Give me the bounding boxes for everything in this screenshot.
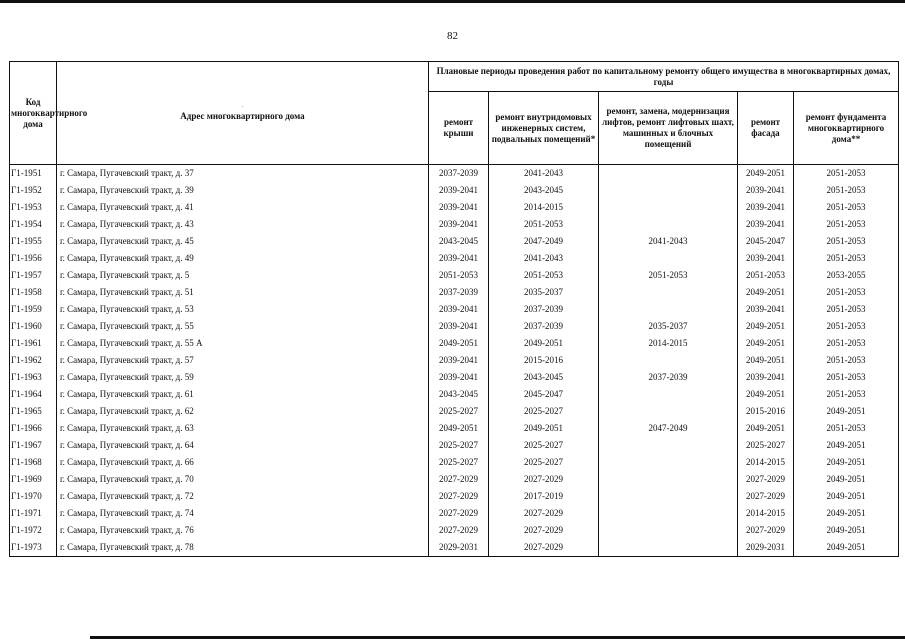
table-row [10,250,899,267]
table-row [10,403,899,420]
cell-systems: 2045-2047 [489,386,599,403]
cell-systems: 2043-2045 [489,182,599,199]
table-row [10,182,899,199]
cell-facade: 2045-2047 [738,233,794,250]
cell-facade: 2015-2016 [738,403,794,420]
cell-elevators: 2041-2043 [599,233,738,250]
cell-facade: 2029-2031 [738,539,794,557]
cell-elevators: 2037-2039 [599,369,738,386]
cell-code: Г1-1953 [10,199,57,216]
cell-foundation: 2051-2053 [794,335,899,352]
cell-elevators [599,454,738,471]
cell-foundation: 2049-2051 [794,437,899,454]
header-facade: ремонт фасада [738,92,794,165]
cell-facade: 2051-2053 [738,267,794,284]
cell-foundation: 2051-2053 [794,386,899,403]
cell-facade: 2027-2029 [738,522,794,539]
cell-systems: 2049-2051 [489,335,599,352]
table-row [10,454,899,471]
cell-elevators [599,301,738,318]
cell-foundation: 2049-2051 [794,539,899,557]
cell-elevators [599,522,738,539]
cell-address: г. Самара, Пугачевский тракт, д. 43 [57,216,429,233]
cell-foundation: 2049-2051 [794,522,899,539]
table-body [10,165,899,557]
cell-foundation: 2051-2053 [794,165,899,183]
cell-roof: 2039-2041 [429,250,489,267]
cell-systems: 2025-2027 [489,403,599,420]
cell-roof: 2043-2045 [429,233,489,250]
cell-elevators: 2047-2049 [599,420,738,437]
cell-elevators [599,403,738,420]
cell-roof: 2039-2041 [429,199,489,216]
cell-systems: 2027-2029 [489,539,599,557]
cell-address: г. Самара, Пугачевский тракт, д. 76 [57,522,429,539]
cell-address: г. Самара, Пугачевский тракт, д. 63 [57,420,429,437]
cell-elevators [599,488,738,505]
cell-code: Г1-1972 [10,522,57,539]
header-elevators: ремонт, замена, модернизация лифтов, ремонт лифтовых шахт, машинных и блочных помещений [599,92,738,165]
table-row [10,284,899,301]
cell-address: г. Самара, Пугачевский тракт, д. 74 [57,505,429,522]
cell-facade: 2049-2051 [738,318,794,335]
cell-facade: 2049-2051 [738,386,794,403]
cell-systems: 2041-2043 [489,165,599,183]
cell-systems: 2025-2027 [489,454,599,471]
cell-address: г. Самара, Пугачевский тракт, д. 66 [57,454,429,471]
table-row [10,267,899,284]
cell-facade: 2049-2051 [738,165,794,183]
table-row [10,437,899,454]
cell-foundation: 2049-2051 [794,403,899,420]
header-address-mark: · [241,103,244,111]
cell-elevators [599,199,738,216]
table-row [10,505,899,522]
cell-elevators [599,352,738,369]
table-row [10,539,899,557]
cell-systems: 2051-2053 [489,216,599,233]
cell-code: Г1-1959 [10,301,57,318]
header-systems: ремонт внутридомовых инженерных систем, подвальных помещений* [489,92,599,165]
cell-code: Г1-1952 [10,182,57,199]
header-code: Код многоквартирного дома [10,62,57,165]
cell-systems: 2027-2029 [489,505,599,522]
cell-code: Г1-1966 [10,420,57,437]
cell-facade: 2049-2051 [738,335,794,352]
cell-elevators [599,539,738,557]
cell-systems: 2049-2051 [489,420,599,437]
cell-facade: 2014-2015 [738,454,794,471]
cell-roof: 2039-2041 [429,369,489,386]
cell-roof: 2037-2039 [429,284,489,301]
header-foundation: ремонт фундамента многоквартирного дома** [794,92,899,165]
cell-address: г. Самара, Пугачевский тракт, д. 51 [57,284,429,301]
header-roof: ремонт крыши [429,92,489,165]
cell-systems: 2037-2039 [489,301,599,318]
cell-systems: 2047-2049 [489,233,599,250]
cell-code: Г1-1969 [10,471,57,488]
cell-facade: 2049-2051 [738,420,794,437]
cell-systems: 2037-2039 [489,318,599,335]
cell-address: г. Самара, Пугачевский тракт, д. 37 [57,165,429,183]
cell-systems: 2027-2029 [489,522,599,539]
cell-facade: 2039-2041 [738,369,794,386]
table-row [10,233,899,250]
cell-systems: 2041-2043 [489,250,599,267]
cell-foundation: 2051-2053 [794,250,899,267]
top-rule [0,0,905,3]
cell-code: Г1-1968 [10,454,57,471]
cell-address: г. Самара, Пугачевский тракт, д. 49 [57,250,429,267]
cell-roof: 2039-2041 [429,352,489,369]
cell-roof: 2029-2031 [429,539,489,557]
cell-address: г. Самара, Пугачевский тракт, д. 41 [57,199,429,216]
cell-code: Г1-1963 [10,369,57,386]
capital-repair-schedule-table [9,61,899,557]
page-number: 82 [447,30,458,42]
cell-code: Г1-1971 [10,505,57,522]
header-planned-periods: Плановые периоды проведения работ по капитальному ремонту общего имущества в многоквартирных домах, годы [429,62,899,92]
cell-elevators: 2051-2053 [599,267,738,284]
cell-foundation: 2049-2051 [794,454,899,471]
cell-elevators [599,505,738,522]
cell-foundation: 2051-2053 [794,284,899,301]
cell-roof: 2051-2053 [429,267,489,284]
cell-roof: 2025-2027 [429,437,489,454]
cell-facade: 2039-2041 [738,216,794,233]
table-row [10,488,899,505]
cell-facade: 2039-2041 [738,301,794,318]
cell-code: Г1-1951 [10,165,57,183]
cell-code: Г1-1962 [10,352,57,369]
cell-roof: 2025-2027 [429,454,489,471]
cell-address: г. Самара, Пугачевский тракт, д. 53 [57,301,429,318]
cell-roof: 2037-2039 [429,165,489,183]
cell-code: Г1-1955 [10,233,57,250]
cell-elevators: 2014-2015 [599,335,738,352]
cell-foundation: 2051-2053 [794,369,899,386]
cell-facade: 2049-2051 [738,284,794,301]
cell-facade: 2039-2041 [738,250,794,267]
cell-elevators [599,250,738,267]
cell-foundation: 2051-2053 [794,352,899,369]
cell-elevators [599,284,738,301]
cell-elevators [599,386,738,403]
cell-foundation: 2049-2051 [794,488,899,505]
cell-roof: 2039-2041 [429,182,489,199]
cell-address: г. Самара, Пугачевский тракт, д. 55 А [57,335,429,352]
cell-address: г. Самара, Пугачевский тракт, д. 57 [57,352,429,369]
cell-facade: 2027-2029 [738,488,794,505]
cell-elevators: 2035-2037 [599,318,738,335]
cell-systems: 2017-2019 [489,488,599,505]
table-row [10,301,899,318]
cell-address: г. Самара, Пугачевский тракт, д. 39 [57,182,429,199]
cell-code: Г1-1967 [10,437,57,454]
cell-code: Г1-1965 [10,403,57,420]
table-row [10,420,899,437]
cell-roof: 2043-2045 [429,386,489,403]
cell-foundation: 2051-2053 [794,216,899,233]
cell-roof: 2027-2029 [429,471,489,488]
cell-facade: 2039-2041 [738,182,794,199]
cell-foundation: 2053-2055 [794,267,899,284]
cell-roof: 2049-2051 [429,335,489,352]
cell-roof: 2027-2029 [429,505,489,522]
cell-foundation: 2049-2051 [794,471,899,488]
table-row [10,199,899,216]
cell-foundation: 2051-2053 [794,182,899,199]
table-row [10,386,899,403]
cell-address: г. Самара, Пугачевский тракт, д. 64 [57,437,429,454]
cell-address: г. Самара, Пугачевский тракт, д. 61 [57,386,429,403]
table-row [10,216,899,233]
cell-roof: 2027-2029 [429,488,489,505]
cell-foundation: 2051-2053 [794,318,899,335]
table-row [10,335,899,352]
cell-address: г. Самара, Пугачевский тракт, д. 55 [57,318,429,335]
cell-facade: 2039-2041 [738,199,794,216]
cell-foundation: 2051-2053 [794,420,899,437]
cell-code: Г1-1957 [10,267,57,284]
cell-facade: 2014-2015 [738,505,794,522]
cell-facade: 2025-2027 [738,437,794,454]
cell-roof: 2039-2041 [429,318,489,335]
cell-code: Г1-1961 [10,335,57,352]
cell-address: г. Самара, Пугачевский тракт, д. 72 [57,488,429,505]
cell-address: г. Самара, Пугачевский тракт, д. 45 [57,233,429,250]
cell-roof: 2039-2041 [429,216,489,233]
cell-address: г. Самара, Пугачевский тракт, д. 70 [57,471,429,488]
cell-code: Г1-1960 [10,318,57,335]
cell-foundation: 2051-2053 [794,301,899,318]
table-row [10,352,899,369]
cell-code: Г1-1964 [10,386,57,403]
cell-systems: 2035-2037 [489,284,599,301]
cell-elevators [599,216,738,233]
cell-systems: 2014-2015 [489,199,599,216]
cell-elevators [599,165,738,183]
cell-code: Г1-1970 [10,488,57,505]
cell-systems: 2027-2029 [489,471,599,488]
cell-address: г. Самара, Пугачевский тракт, д. 62 [57,403,429,420]
cell-elevators [599,471,738,488]
table-row [10,318,899,335]
bottom-rule [90,636,905,639]
cell-code: Г1-1958 [10,284,57,301]
cell-address: г. Самара, Пугачевский тракт, д. 59 [57,369,429,386]
cell-facade: 2027-2029 [738,471,794,488]
cell-address: г. Самара, Пугачевский тракт, д. 5 [57,267,429,284]
cell-elevators [599,182,738,199]
table-row [10,471,899,488]
cell-systems: 2025-2027 [489,437,599,454]
cell-code: Г1-1973 [10,539,57,557]
cell-elevators [599,437,738,454]
table-row [10,369,899,386]
cell-roof: 2025-2027 [429,403,489,420]
cell-roof: 2027-2029 [429,522,489,539]
table-row [10,522,899,539]
cell-roof: 2049-2051 [429,420,489,437]
cell-foundation: 2051-2053 [794,199,899,216]
cell-facade: 2049-2051 [738,352,794,369]
cell-code: Г1-1954 [10,216,57,233]
cell-systems: 2015-2016 [489,352,599,369]
table-row [10,165,899,183]
header-address-label: Адрес многоквартирного дома [180,111,305,121]
cell-address: г. Самара, Пугачевский тракт, д. 78 [57,539,429,557]
cell-foundation: 2049-2051 [794,505,899,522]
cell-systems: 2043-2045 [489,369,599,386]
cell-code: Г1-1956 [10,250,57,267]
cell-roof: 2039-2041 [429,301,489,318]
cell-systems: 2051-2053 [489,267,599,284]
header-address [57,62,429,165]
cell-foundation: 2051-2053 [794,233,899,250]
